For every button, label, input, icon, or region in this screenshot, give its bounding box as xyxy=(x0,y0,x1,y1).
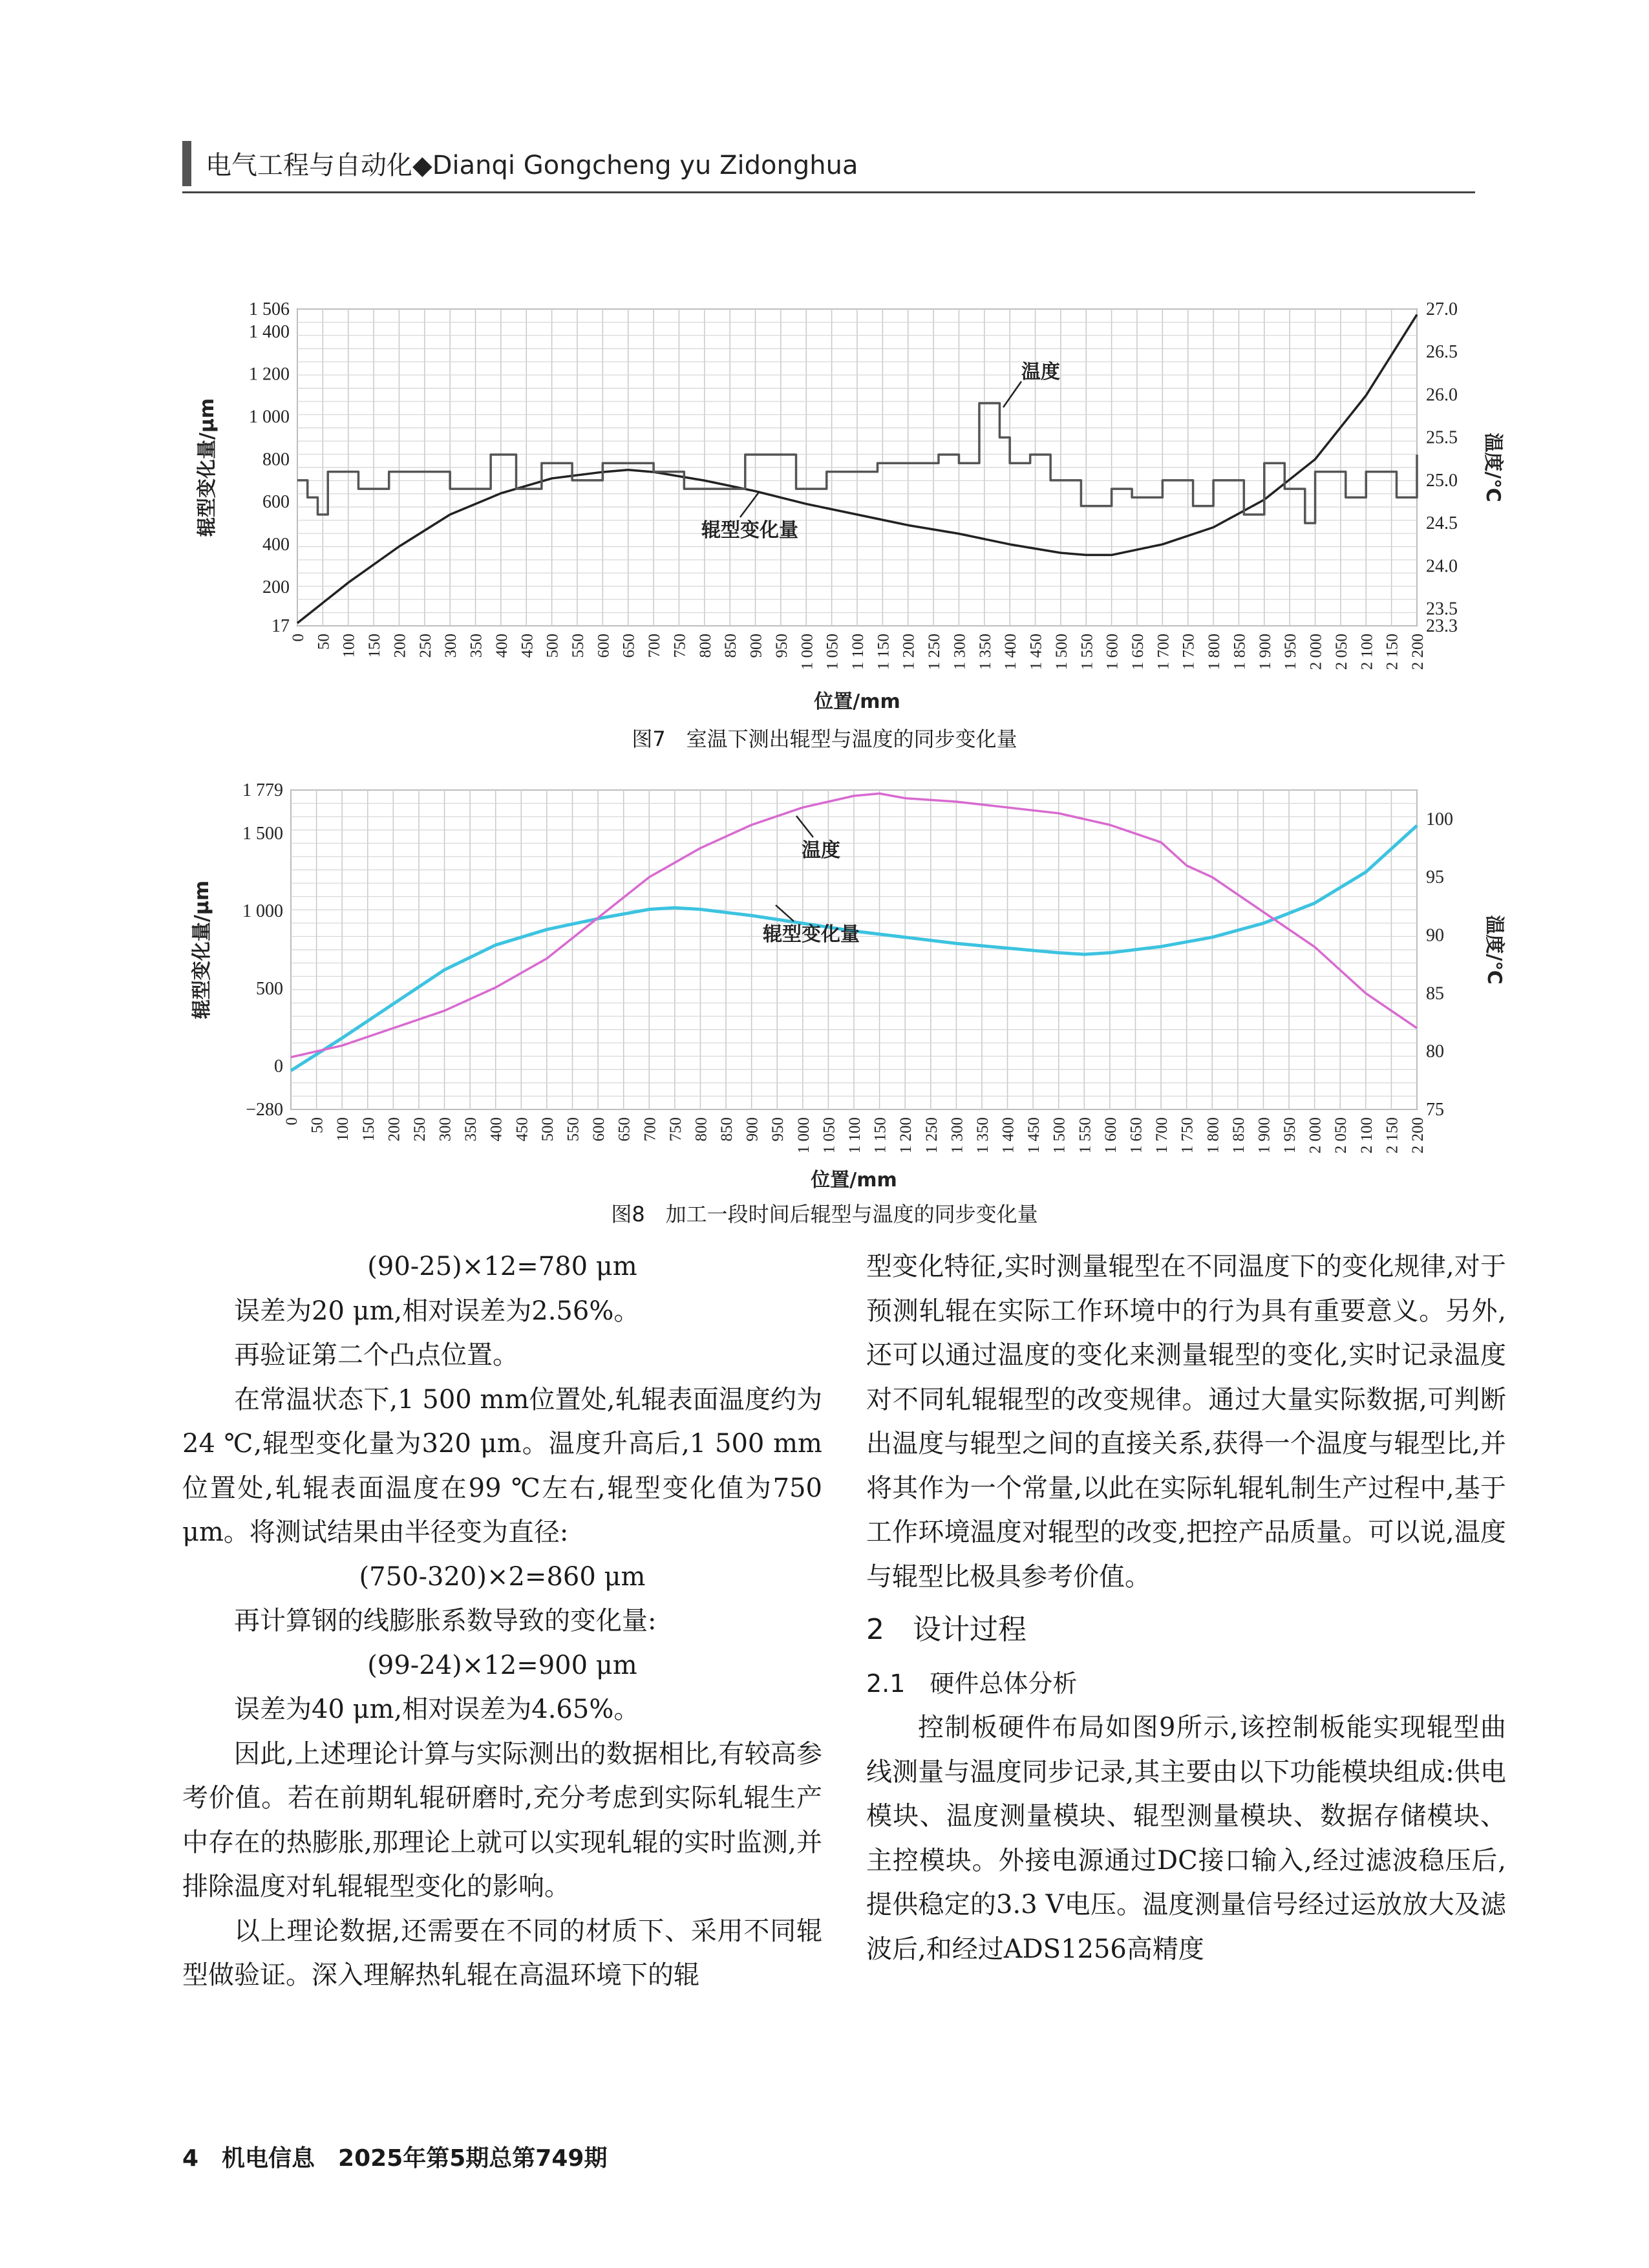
x-tick-label: 50 xyxy=(315,634,333,650)
x-tick-label: 1 700 xyxy=(1153,1117,1171,1154)
x-tick-label: 1 800 xyxy=(1204,1117,1222,1154)
x-tick-label: 1 650 xyxy=(1129,634,1147,670)
x-tick-label: 0 xyxy=(283,1117,301,1126)
x-tick-label: 800 xyxy=(692,1117,710,1142)
x-tick-label: 1 600 xyxy=(1103,634,1122,670)
x-tick-label: 1 850 xyxy=(1231,634,1249,670)
x-tick-label: 2 050 xyxy=(1332,634,1350,670)
x-tick-label: 0 xyxy=(290,634,307,642)
y-right-tick-label: 26.5 xyxy=(1426,342,1458,363)
y-right-tick-label: 80 xyxy=(1426,1042,1444,1062)
x-tick-label: 2 000 xyxy=(1306,1117,1325,1154)
x-tick-label: 2 100 xyxy=(1358,634,1376,670)
x-tick-label: 850 xyxy=(718,1117,736,1142)
annotation-profile: 辊型变化量 xyxy=(701,519,798,542)
x-tick-label: 1 550 xyxy=(1076,1117,1094,1154)
x-tick-label: 1 950 xyxy=(1281,1117,1299,1154)
y-left-axis-label: 辊型变化量/μm xyxy=(196,398,218,537)
body-paragraph: 因此,上述理论计算与实际测出的数据相比,有较高参考价值。若在前期轧辊研磨时,充分考虑到实际轧辊生产中存在的热膨胀,那理论上就可以实现轧辊的实时监测,并排除温度对轧辊辊型变化的影响。 xyxy=(182,1738,822,1901)
annotation-profile: 辊型变化量 xyxy=(763,923,860,946)
x-tick-label: 850 xyxy=(722,634,740,658)
x-tick-label: 150 xyxy=(359,1117,378,1142)
x-axis-label: 位置/mm xyxy=(811,1169,897,1192)
y-left-tick-label: 800 xyxy=(262,449,290,470)
x-tick-label: 1 500 xyxy=(1052,634,1070,670)
body-paragraph: 误差为40 μm,相对误差为4.65%。 xyxy=(234,1695,640,1724)
x-tick-label: 1 400 xyxy=(1002,634,1020,670)
x-tick-label: 2 050 xyxy=(1332,1117,1350,1154)
y-right-tick-label: 95 xyxy=(1426,867,1444,888)
x-tick-label: 1 000 xyxy=(794,1117,813,1154)
x-tick-label: 900 xyxy=(747,634,765,658)
x-tick-label: 300 xyxy=(442,634,460,658)
x-tick-label: 1 250 xyxy=(926,634,944,670)
x-tick-label: 950 xyxy=(769,1117,787,1142)
page-footer: 4 机电信息 2025年第5期总第749期 xyxy=(182,2145,608,2172)
x-tick-label: 1 650 xyxy=(1127,1117,1145,1154)
body-paragraph: 再计算钢的线膨胀系数导致的变化量: xyxy=(234,1606,657,1636)
y-left-tick-label: 1 000 xyxy=(249,407,290,427)
figure-8-caption: 图8 加工一段时间后辊型与温度的同步变化量 xyxy=(611,1202,1038,1226)
left-text-column xyxy=(182,1245,822,1998)
x-tick-label: 200 xyxy=(391,634,409,658)
x-tick-label: 1 300 xyxy=(948,1117,966,1154)
x-tick-label: 2 000 xyxy=(1307,634,1325,670)
y-left-tick-label: 400 xyxy=(262,534,290,555)
x-tick-label: 550 xyxy=(569,634,587,658)
figure-7-caption: 图7 室温下测出辊型与温度的同步变化量 xyxy=(632,727,1017,751)
body-paragraph: 在常温状态下,1 500 mm位置处,轧辊表面温度约为24 ℃,辊型变化量为320 μm。温度升高后,1 500 mm位置处,轧辊表面温度在99 ℃左右,辊型变化值为750 μm。将测试结果由半径变为直径: xyxy=(182,1384,822,1547)
x-tick-label: 500 xyxy=(544,634,562,658)
x-tick-label: 1 450 xyxy=(1027,634,1045,670)
x-tick-label: 2 150 xyxy=(1383,1117,1401,1154)
y-right-tick-label: 75 xyxy=(1426,1100,1444,1120)
x-tick-label: 1 800 xyxy=(1206,634,1224,670)
x-tick-label: 1 100 xyxy=(849,634,867,670)
y-left-axis-label: 辊型变化量/μm xyxy=(191,880,213,1020)
y-right-tick-label: 25.5 xyxy=(1426,427,1458,448)
x-tick-label: 1 600 xyxy=(1101,1117,1120,1154)
y-left-tick-label: 1 779 xyxy=(242,780,283,800)
x-tick-label: 2 150 xyxy=(1383,634,1401,670)
x-tick-label: 400 xyxy=(487,1117,505,1142)
x-tick-label: 1 350 xyxy=(973,1117,992,1154)
subsection-heading: 2.1 硬件总体分析 xyxy=(866,1669,1078,1698)
x-tick-label: 1 400 xyxy=(999,1117,1017,1154)
x-tick-label: 1 200 xyxy=(897,1117,915,1154)
x-tick-label: 1 900 xyxy=(1255,1117,1273,1154)
body-paragraph: 控制板硬件布局如图9所示,该控制板能实现辊型曲线测量与温度同步记录,其主要由以下功能模块组成:供电模块、温度测量模块、辊型测量模块、数据存储模块、主控模块。外接电源通过DC接口输入,经过滤波稳压后,提供稳定的3.3 V电压。温度测量信号经过运放放大及滤波后,和经过ADS1256高精度 xyxy=(866,1713,1506,1964)
right-text-column xyxy=(866,1245,1506,1971)
y-left-tick-label: 1 500 xyxy=(242,823,283,844)
x-tick-label: 600 xyxy=(590,1117,608,1142)
y-right-tick-label: 27.0 xyxy=(1426,299,1458,319)
x-tick-label: 250 xyxy=(410,1117,429,1142)
x-tick-label: 1 750 xyxy=(1178,1117,1197,1154)
x-tick-label: 300 xyxy=(436,1117,454,1142)
y-left-tick-label: −280 xyxy=(246,1100,283,1120)
y-left-tick-label: 0 xyxy=(274,1056,283,1076)
y-left-tick-label: 1 000 xyxy=(242,901,283,921)
x-tick-label: 1 200 xyxy=(900,634,918,670)
x-tick-label: 100 xyxy=(334,1117,352,1142)
x-tick-label: 400 xyxy=(493,634,511,658)
equation-line: (90-25)×12=780 μm xyxy=(367,1252,637,1281)
equation-line: (99-24)×12=900 μm xyxy=(367,1650,637,1680)
body-paragraph: 再验证第二个凸点位置。 xyxy=(234,1340,518,1370)
y-right-tick-label: 26.0 xyxy=(1426,385,1458,405)
x-tick-label: 1 350 xyxy=(976,634,994,670)
x-tick-label: 1 050 xyxy=(820,1117,838,1154)
x-tick-label: 2 100 xyxy=(1357,1117,1376,1154)
x-tick-label: 550 xyxy=(564,1117,582,1142)
body-paragraph: 型变化特征,实时测量辊型在不同温度下的变化规律,对于预测轧辊在实际工作环境中的行为具有重要意义。另外,还可以通过温度的变化来测量辊型的变化,实时记录温度对不同轧辊辊型的改变规律。通过大量实际数据,可判断出温度与辊型之间的直接关系,获得一个温度与辊型比,并将其作为一个常量,以此在实际轧辊轧制生产过程中,基于工作环境温度对辊型的改变,把控产品质量。可以说,温度与辊型比极具参考价值。 xyxy=(866,1252,1506,1592)
x-tick-label: 200 xyxy=(385,1117,403,1142)
body-paragraph: 误差为20 μm,相对误差为2.56%。 xyxy=(234,1296,640,1326)
x-tick-label: 1 700 xyxy=(1154,634,1173,670)
y-right-tick-label: 23.5 xyxy=(1426,599,1458,619)
y-right-tick-label: 23.3 xyxy=(1426,616,1458,636)
x-tick-label: 500 xyxy=(538,1117,557,1142)
x-tick-label: 450 xyxy=(518,634,537,658)
x-tick-label: 1 300 xyxy=(951,634,969,670)
x-tick-label: 1 150 xyxy=(875,634,893,670)
x-tick-label: 350 xyxy=(467,634,485,658)
x-tick-label: 600 xyxy=(595,634,613,658)
y-left-tick-label: 17 xyxy=(271,616,290,636)
x-tick-label: 1 900 xyxy=(1256,634,1274,670)
equation-line: (750-320)×2=860 μm xyxy=(359,1561,646,1592)
x-tick-label: 2 200 xyxy=(1409,634,1427,670)
x-tick-label: 250 xyxy=(416,634,434,658)
y-right-tick-label: 90 xyxy=(1426,925,1444,946)
running-header: 电气工程与自动化◆Dianqi Gongcheng yu Zidonghua xyxy=(206,151,858,180)
x-tick-label: 1 500 xyxy=(1050,1117,1069,1154)
x-tick-label: 1 050 xyxy=(824,634,842,670)
x-tick-label: 1 250 xyxy=(922,1117,941,1154)
x-tick-label: 1 950 xyxy=(1282,634,1300,670)
x-tick-label: 1 850 xyxy=(1229,1117,1248,1154)
x-tick-label: 650 xyxy=(620,634,638,658)
x-tick-label: 1 550 xyxy=(1078,634,1096,670)
y-left-tick-label: 200 xyxy=(262,577,290,597)
x-tick-label: 450 xyxy=(513,1117,531,1142)
x-tick-label: 100 xyxy=(340,634,358,658)
y-left-tick-label: 1 200 xyxy=(249,364,290,385)
y-right-axis-label: 温度/℃ xyxy=(1483,915,1505,985)
x-axis-label: 位置/mm xyxy=(814,690,900,713)
x-tick-label: 150 xyxy=(366,634,384,658)
x-tick-label: 1 100 xyxy=(846,1117,864,1154)
y-left-tick-label: 1 400 xyxy=(249,321,290,342)
y-right-axis-label: 温度/℃ xyxy=(1482,433,1504,502)
x-tick-label: 750 xyxy=(671,634,689,658)
y-right-tick-label: 25.0 xyxy=(1426,470,1458,491)
x-tick-label: 700 xyxy=(646,634,664,658)
body-paragraph: 以上理论数据,还需要在不同的材质下、采用不同辊型做验证。深入理解热轧辊在高温环境下的辊 xyxy=(182,1916,822,1990)
y-left-tick-label: 500 xyxy=(256,978,283,999)
x-tick-label: 350 xyxy=(462,1117,480,1142)
x-tick-label: 50 xyxy=(308,1117,326,1133)
y-left-tick-label: 600 xyxy=(262,492,290,513)
x-tick-label: 1 750 xyxy=(1180,634,1198,670)
x-tick-label: 950 xyxy=(772,634,791,658)
x-tick-label: 2 200 xyxy=(1409,1117,1427,1154)
x-tick-label: 750 xyxy=(666,1117,685,1142)
x-tick-label: 1 450 xyxy=(1025,1117,1043,1154)
y-right-tick-label: 24.0 xyxy=(1426,556,1458,577)
y-right-tick-label: 24.5 xyxy=(1426,513,1458,534)
x-tick-label: 900 xyxy=(743,1117,761,1142)
y-left-tick-label: 1 506 xyxy=(249,299,290,319)
x-tick-label: 1 000 xyxy=(798,634,816,670)
annotation-temperature: 温度 xyxy=(1021,361,1060,383)
x-tick-label: 800 xyxy=(696,634,714,658)
annotation-temperature: 温度 xyxy=(802,839,840,862)
x-tick-label: 650 xyxy=(615,1117,633,1142)
x-tick-label: 1 150 xyxy=(871,1117,889,1154)
y-right-tick-label: 100 xyxy=(1426,809,1453,829)
y-right-tick-label: 85 xyxy=(1426,983,1444,1004)
x-tick-label: 700 xyxy=(641,1117,659,1142)
section-heading: 2 设计过程 xyxy=(866,1613,1027,1646)
